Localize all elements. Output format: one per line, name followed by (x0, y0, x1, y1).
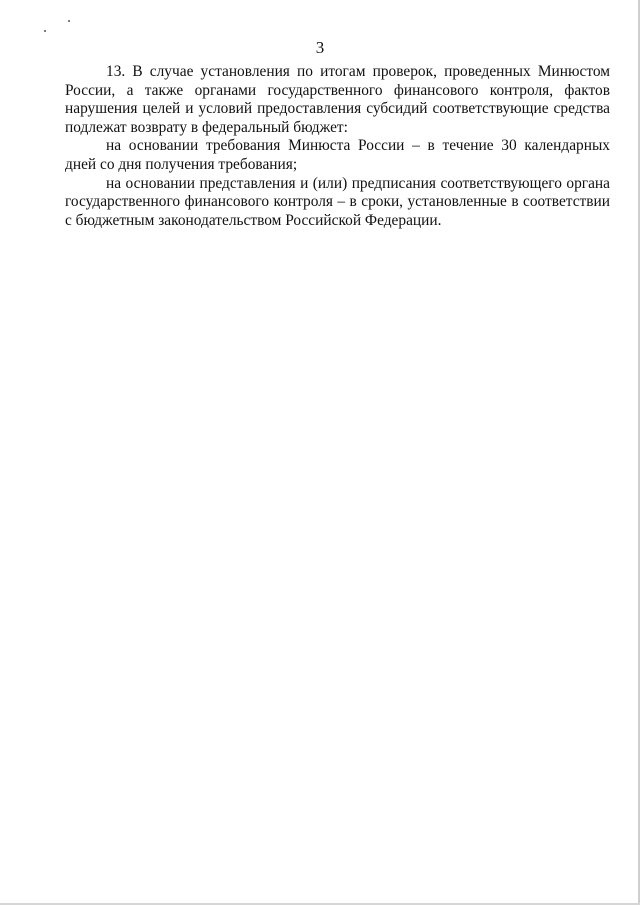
document-body (65, 63, 610, 230)
paragraph-13-intro: 13. В случае установления по итогам проверок, проведенных Минюстом России, а также органами государственного финансового контроля, фактов нарушения целей и условий предоставления субсидий соответствующие средства подлежат возврату в федеральный бюджет: (65, 63, 610, 136)
scan-speck (44, 30, 46, 32)
page-number: 3 (315, 38, 325, 57)
paragraph-financial-control: на основании представления и (или) предписания соответствующего органа государственного финансового контроля – в сроки, установленные в соответствии с бюджетным законодательством Российской Федерации. (65, 174, 610, 229)
paragraph-ministry-requirement: на основании требования Минюста России – в течение 30 календарных дней со дня получения требования; (65, 137, 610, 173)
scan-speck (68, 20, 70, 22)
